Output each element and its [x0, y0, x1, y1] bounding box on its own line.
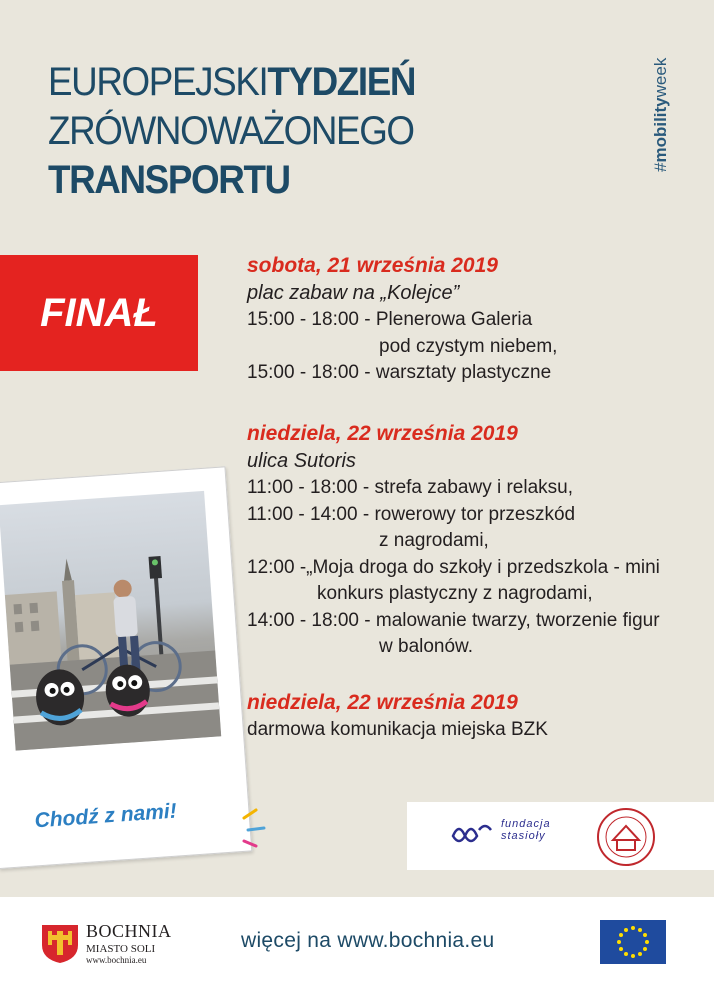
- schedule-item: 11:00 - 18:00 - strefa zabawy i relaksu,: [247, 477, 573, 498]
- fundacja-logo-text: fundacja stasioły: [501, 818, 551, 842]
- event-place: plac zabaw na „Kolejce”: [247, 282, 460, 304]
- sparkle-icon: [236, 808, 270, 848]
- event-description: darmowa komunikacja miejska BZK: [247, 719, 548, 740]
- schedule-item: 15:00 - 18:00 - warsztaty plastyczne: [247, 362, 552, 383]
- bochnia-logo-text: BOCHNIA MIASTO SOLI www.bochnia.eu: [86, 921, 172, 965]
- schedule-item: 15:00 - 18:00 - Plenerowa Galeria pod czystym niebem,: [247, 309, 558, 357]
- event-block-3: [247, 689, 548, 743]
- eu-stars-icon: [600, 920, 666, 964]
- association-seal-icon: [595, 806, 657, 868]
- footer: [0, 897, 714, 1000]
- more-info-link[interactable]: więcej na www.bochnia.eu: [241, 929, 495, 952]
- event-place: ulica Sutoris: [247, 450, 356, 472]
- event-date: niedziela, 22 września 2019: [247, 422, 518, 445]
- bochnia-crest-icon: [40, 923, 80, 965]
- poster-title: [48, 58, 415, 205]
- event-date: sobota, 21 września 2019: [247, 254, 498, 277]
- title-line-3: TRANSPORTU: [48, 158, 290, 202]
- title-line-1: EUROPEJSKITYDZIEŃ: [48, 60, 416, 104]
- schedule-item: 11:00 - 14:00 - rowerowy tor przeszkód z nagrodami,: [247, 503, 576, 551]
- street-scene-illustration: [0, 491, 221, 751]
- photo-caption: Chodź z nami!: [33, 799, 178, 833]
- schedule-item: 12:00 -„Moja droga do szkoły i przedszkola - mini konkurs plastyczny z nagrodami,: [247, 556, 660, 604]
- event-date: niedziela, 22 września 2019: [247, 691, 518, 714]
- street-photo: [0, 491, 221, 751]
- fundacja-logo-icon: [449, 818, 499, 848]
- photo-card: [0, 466, 252, 869]
- event-block-2: [247, 420, 660, 661]
- mobility-week-hashtag: #mobilityweek: [651, 57, 670, 172]
- eu-flag: [600, 920, 666, 964]
- partners-box: [407, 802, 714, 870]
- event-block-1: [247, 252, 557, 387]
- title-line-2: ZRÓWNOWAŻONEGO: [48, 109, 414, 153]
- final-badge: FINAŁ: [0, 255, 198, 371]
- schedule-item: 14:00 - 18:00 - malowanie twarzy, tworzenie figur w balonów.: [247, 609, 660, 657]
